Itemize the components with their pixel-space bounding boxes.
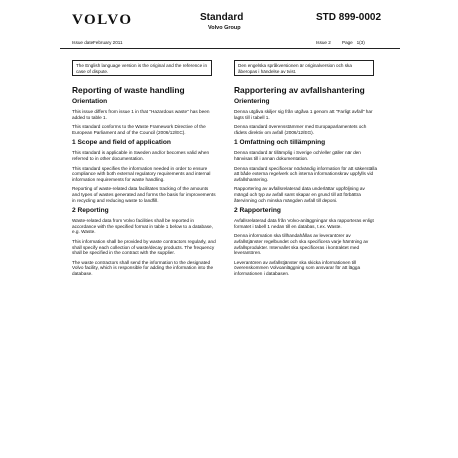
paragraph: The waste contractors shall send the information to the designated Volvo facility, which is responsible for adding the information into the database.: [72, 259, 214, 276]
paragraph: Waste-related data from Volvo facilities shall be reported in accordance with the specified format in table 1 below to a database, e.g. Waste.: [72, 218, 213, 235]
paragraph: This standard is applicable in Sweden and/or becomes valid when referred to in other documentation.: [72, 150, 210, 161]
document-header: [60, 10, 400, 49]
standard-number: STD 899-0002: [316, 12, 382, 23]
paragraph: Denna standard överensstämmer med Europaparlamentets och rådets direktiv om avfall (2006/12/EG).: [234, 124, 367, 135]
document-page: [60, 10, 400, 450]
issue-number: Issue 2: [316, 40, 331, 45]
section-1-heading-sv: 1 Omfattning och tillämpning: [234, 139, 326, 147]
page-value: 1(3): [356, 40, 365, 45]
title-en: Reporting of waste handling: [72, 85, 185, 95]
issue-date-value: February 2011: [93, 40, 123, 45]
english-column: [72, 86, 217, 280]
volvo-logo: VOLVO: [72, 12, 133, 28]
orientation-heading-en: Orientation: [72, 98, 108, 105]
issue-date-label: Issue date: [72, 40, 94, 45]
section-2-heading-en: 2 Reporting: [72, 207, 109, 215]
paragraph: Denna information ska tillhandahållas av leverantörer av avfallstjänster regelbundet och ska specificera varje hämtning av avfallsprodukter. Intervallet ska specificeras i kontraktet med leverantören.: [234, 233, 369, 256]
language-note-en: The English language version is the original and the reference in case of dispute.: [72, 60, 212, 76]
page-number: [342, 40, 365, 45]
title-sv: Rapportering av avfallshantering: [234, 85, 365, 95]
paragraph: Avfallsrelaterad data från Volvo-anläggningar ska rapporteras enligt formatet i tabell 1 nedan till en databas, t.ex. Waste.: [234, 218, 374, 229]
paragraph: Denna utgåva skiljer sig från utgåva 1 genom att "Farligt avfall" har lagts till i tabell 1.: [234, 109, 373, 120]
swedish-column: [234, 86, 379, 280]
paragraph: Denna standard specificerar nödvändig information för att säkerställa att både externa regelverk och interna informationskrav uppfylls vid avfallshantering.: [234, 165, 378, 182]
paragraph: This issue differs from issue 1 in that "Hazardous waste" has been added to table 1.: [72, 109, 210, 120]
paragraph: Denna standard är tillämplig i Sverige och/eller gäller när den hänvisas till i annan dokumentation.: [234, 150, 361, 161]
paragraph: Reporting of waste-related data facilitates tracking of the amounts and types of wastes generated and forms the basis for improvements in recycling and reducing waste to landfill.: [72, 186, 216, 203]
organization-name: Volvo Group: [208, 25, 241, 31]
language-note-sv: Den engelska språkversionen är originalversion och ska åberopas i händelse av tvist.: [234, 60, 374, 76]
document-type: Standard: [200, 12, 244, 23]
paragraph: This information shall be provided by waste contractors regularly, and shall specify each collection of waste/decay products. The frequency shall be specified in the contract with the supplier.: [72, 238, 216, 256]
section-2-heading-sv: 2 Rapportering: [234, 207, 281, 215]
page-label: Page: [342, 40, 353, 45]
section-1-heading-en: 1 Scope and field of application: [72, 139, 171, 147]
orientation-heading-sv: Orientering: [234, 98, 270, 105]
paragraph: This standard specifies the information needed in order to ensure compliance with both external regulatory requirements and internal information requirements for waste handling.: [72, 165, 211, 182]
paragraph: Leverantören av avfallstjänster ska skicka informationen till överenskommen Volvoanläggning som ansvarar för att lägga informationen i databasen.: [234, 259, 361, 276]
paragraph: Rapportering av avfallsrelaterad data underlättar uppföljning av mängd och typ av avfall samt skapar en grund till att förbättra återvinning och minska mängden avfall till deponi.: [234, 186, 365, 203]
paragraph: This standard conforms to the Waste Framework Directive of the European Parliament and of the Council (2006/12/EC).: [72, 124, 206, 135]
